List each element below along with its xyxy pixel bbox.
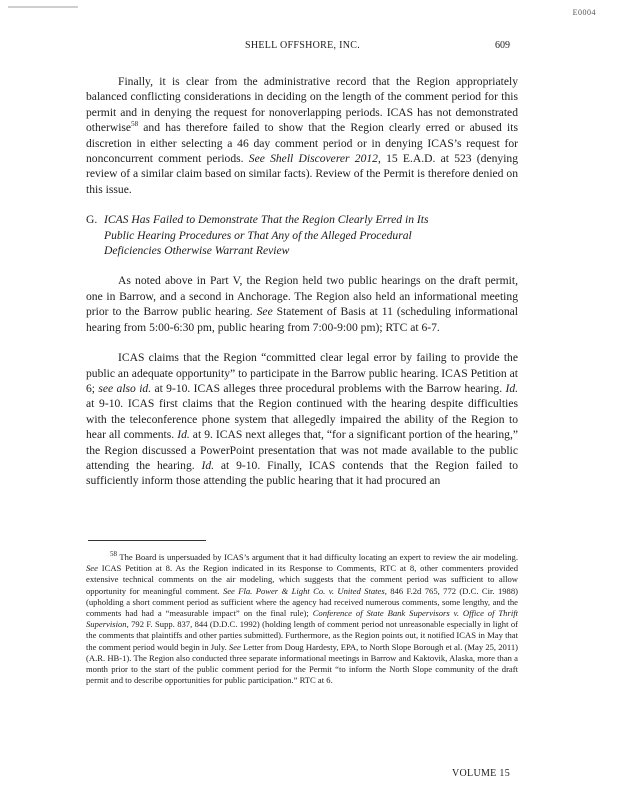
volume-footer: VOLUME 15 bbox=[452, 768, 510, 779]
citation-italic: Id. bbox=[177, 428, 190, 442]
text-run: As noted above in Part V, the Region held two public hearings on the draft permit, one in Barrow, and a second in Anchorage. The Region also held an informational meeting prior to the Barrow public hearing. bbox=[86, 274, 518, 319]
text-run: at 9-10. ICAS alleges three procedural problems with the Barrow hearing. bbox=[151, 381, 506, 395]
heading-line-2: Public Hearing Procedures or That Any of the Alleged Procedural bbox=[104, 228, 412, 242]
bates-number: E0004 bbox=[572, 8, 596, 17]
citation-italic: See bbox=[256, 305, 273, 319]
paragraph-finally bbox=[86, 74, 518, 197]
text-run: at 9. ICAS next alleges that, “for a significant portion of the hearing,” the Region discussed a PowerPoint presentation that was not made available to the public attending the hearing. bbox=[86, 428, 518, 472]
text-run: and has therefore failed to show that the Region clearly erred or abused its discretion in either selecting a 46 day comment period or in denying ICAS’s request for nonconcurrent comment periods. bbox=[86, 121, 518, 166]
citation-italic: see also id. bbox=[98, 381, 152, 395]
text-run: ICAS Petition at 8. As the Region indicated in its Response to Comments, RTC at 8, other commenters provided extensive technical comments on the air modeling, which suggests that the comment period was sufficient to allow opportunity for meaningful comment. bbox=[86, 563, 518, 596]
citation-italic: Id. bbox=[201, 458, 215, 472]
citation-italic: See Shell Discoverer 2012 bbox=[248, 152, 378, 166]
footnote-number: 58 bbox=[110, 550, 117, 559]
section-heading-g bbox=[86, 212, 518, 258]
footnote-ref-58: 58 bbox=[131, 120, 139, 129]
text-run: , 15 E.A.D. at 523 (denying review of a similar claim based on similar facts). Review of the Permit is therefore denied on this issue. bbox=[86, 152, 519, 196]
scan-artifact bbox=[8, 6, 78, 8]
footnote-divider bbox=[88, 540, 206, 541]
citation-italic: Id. bbox=[505, 381, 519, 395]
page-number: 609 bbox=[495, 40, 510, 51]
footnote-text bbox=[86, 552, 518, 686]
heading-line-1: ICAS Has Failed to Demonstrate That the Region Clearly Erred in Its bbox=[104, 213, 429, 227]
text-run: ICAS claims that the Region “committed clear legal error by failing to provide the public an adequate opportunity” to participate in the Barrow public hearing. ICAS Petition at 6; bbox=[86, 351, 518, 395]
heading-letter: G. bbox=[86, 213, 98, 227]
case-citation: See Fla. Power & Light Co. v. United States bbox=[222, 585, 385, 596]
case-citation: Conference of State Bank Supervisors v. Office of Thrift Supervision bbox=[86, 608, 518, 630]
text-run: at 9-10. Finally, ICAS contends that the Region failed to sufficiently inform those attending the public hearing that it had procured an bbox=[86, 458, 518, 488]
text-run: Statement of Basis at 11 (scheduling informational hearing from 5:00-6:30 pm, public hearing from 7:00-9:00 pm); RTC at 6-7. bbox=[86, 305, 518, 334]
text-run: , 792 F. Supp. 837, 844 (D.D.C. 1992) (holding length of comment period not unreasonable especially in light of the comments that plaintiffs and other parties submitted). Furthermore, as the Region points out, it notified ICAS in May that the comment period would begin in July. bbox=[86, 619, 518, 652]
running-title: SHELL OFFSHORE, INC. bbox=[244, 40, 361, 51]
text-run: Letter from Doug Hardesty, EPA, to North Slope Borough et al. (May 25, 2011) (A.R. HB-1). The Region also conducted three separate informational meetings in Barrow and Kaktovik, Alaska, more than a month prior to the start of the public comment period for the Permit “to inform the North Slope community of the draft permit and to describe opportunities for public participation.” RTC at 6. bbox=[86, 641, 518, 686]
citation-italic: See bbox=[228, 641, 241, 652]
text-run: Finally, it is clear from the administrative record that the Region appropriately balanced conflicting considerations in deciding on the length of the comment period for this permit and in denying the request for nonoverlapping periods. ICAS has not demonstrated otherwise bbox=[86, 75, 518, 135]
paragraph-icas-claims bbox=[86, 350, 518, 489]
body-text bbox=[86, 74, 518, 489]
footnote-58 bbox=[86, 552, 518, 686]
text-run: at 9-10. ICAS first claims that the Region continued with the hearing despite difficulties with the teleconference phone system that allegedly impaired the ability of the Region to hear all comments. bbox=[86, 397, 518, 442]
text-run: The Board is unpersuaded by ICAS’s argument that it had difficulty locating an expert to review the air modeling. bbox=[117, 552, 518, 562]
paragraph-hearings bbox=[86, 273, 518, 335]
text-run: , 846 F.2d 765, 772 (D.C. Cir. 1988) (upholding a short comment period as sufficient where the agency had received numerous comments, some lengthy, and the comments had had a “measurable impact” on the final rule); bbox=[86, 585, 518, 619]
heading-line-3: Deficiencies Otherwise Warrant Review bbox=[104, 244, 290, 258]
citation-italic: See bbox=[86, 563, 98, 574]
